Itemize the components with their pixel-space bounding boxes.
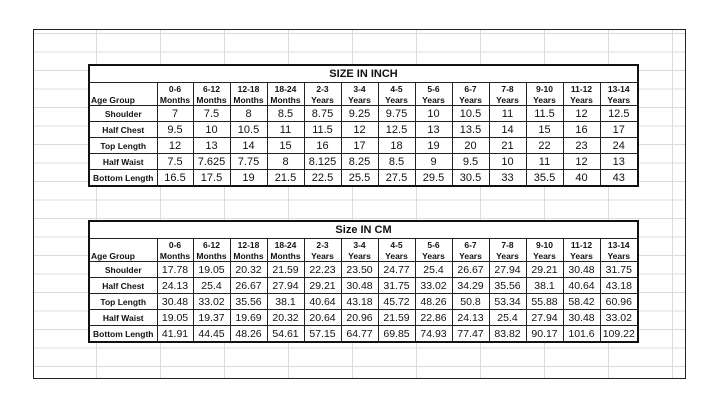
measurement-cell: 9.5: [157, 122, 193, 138]
measurement-cell: 19: [230, 170, 267, 187]
measurement-cell: 53.34: [489, 294, 526, 310]
header-row-bottom: [89, 250, 638, 262]
measurement-cell: 48.26: [415, 294, 452, 310]
measurement-cell: 8.25: [341, 154, 378, 170]
measurement-cell: 35.5: [526, 170, 563, 187]
table-row: [89, 154, 638, 170]
measurement-cell: 9.75: [378, 106, 415, 122]
measurement-cell: 44.45: [193, 326, 230, 343]
age-group-unit: Years: [378, 94, 415, 106]
measurement-cell: 17.5: [193, 170, 230, 187]
measurement-cell: 43: [600, 170, 638, 187]
measurement-cell: 7.5: [193, 106, 230, 122]
measurement-cell: 24.13: [157, 278, 193, 294]
measurement-cell: 23: [563, 138, 600, 154]
measurement-cell: 16.5: [157, 170, 193, 187]
table-row: [89, 138, 638, 154]
measurement-cell: 13: [600, 154, 638, 170]
age-group-unit: Years: [526, 94, 563, 106]
measurement-cell: 19: [415, 138, 452, 154]
measurement-cell: 10.5: [230, 122, 267, 138]
measurement-cell: 17: [600, 122, 638, 138]
measurement-cell: 24: [600, 138, 638, 154]
measurement-cell: 31.75: [378, 278, 415, 294]
measurement-cell: 27.94: [267, 278, 304, 294]
measurement-cell: 12: [341, 122, 378, 138]
measurement-cell: 21.59: [267, 262, 304, 278]
measurement-cell: 20: [452, 138, 489, 154]
table-row: [89, 278, 638, 294]
measurement-cell: 10: [193, 122, 230, 138]
age-group-unit: Months: [157, 94, 193, 106]
size-table-inch: [88, 64, 639, 187]
age-group-range: 2-3: [304, 239, 341, 251]
age-group-range: 6-12: [193, 83, 230, 95]
table-row: [89, 106, 638, 122]
measurement-cell: 19.69: [230, 310, 267, 326]
measurement-cell: 18: [378, 138, 415, 154]
table-title: Size IN CM: [89, 221, 638, 239]
age-group-range: 4-5: [378, 83, 415, 95]
age-group-range: 7-8: [489, 83, 526, 95]
age-group-range: 18-24: [267, 239, 304, 251]
measurement-cell: 9: [415, 154, 452, 170]
measurement-cell: 12: [157, 138, 193, 154]
measurement-cell: 11: [489, 106, 526, 122]
measurement-cell: 30.5: [452, 170, 489, 187]
measurement-cell: 21: [489, 138, 526, 154]
age-group-unit: Years: [452, 94, 489, 106]
measurement-cell: 25.4: [489, 310, 526, 326]
table-row: [89, 122, 638, 138]
table-row: [89, 262, 638, 278]
measurement-cell: 11: [526, 154, 563, 170]
measurement-cell: 8: [267, 154, 304, 170]
measurement-cell: 10: [415, 106, 452, 122]
measurement-cell: 19.05: [193, 262, 230, 278]
age-group-unit: Years: [304, 250, 341, 262]
measurement-cell: 20.32: [230, 262, 267, 278]
measurement-cell: 55.88: [526, 294, 563, 310]
row-label: Half Waist: [89, 154, 157, 170]
measurement-cell: 9.5: [452, 154, 489, 170]
measurement-cell: 29.21: [526, 262, 563, 278]
measurement-cell: 40.64: [563, 278, 600, 294]
age-group-range: 9-10: [526, 83, 563, 95]
measurement-cell: 13: [193, 138, 230, 154]
age-group-range: 12-18: [230, 239, 267, 251]
measurement-cell: 12.5: [378, 122, 415, 138]
measurement-cell: 33.02: [193, 294, 230, 310]
measurement-cell: 24.13: [452, 310, 489, 326]
measurement-cell: 22.5: [304, 170, 341, 187]
age-group-unit: Months: [230, 94, 267, 106]
measurement-cell: 8: [230, 106, 267, 122]
measurement-cell: 24.77: [378, 262, 415, 278]
measurement-cell: 33.02: [415, 278, 452, 294]
age-group-unit: Years: [341, 94, 378, 106]
measurement-cell: 20.64: [304, 310, 341, 326]
age-group-range: 13-14: [600, 83, 638, 95]
measurement-cell: 34.29: [452, 278, 489, 294]
measurement-cell: 16: [304, 138, 341, 154]
age-group-range: 6-7: [452, 83, 489, 95]
age-group-unit: Years: [563, 94, 600, 106]
age-group-unit: Months: [267, 250, 304, 262]
age-group-unit: Years: [600, 250, 638, 262]
measurement-cell: 15: [526, 122, 563, 138]
age-group-range: 3-4: [341, 83, 378, 95]
header-row-top: [89, 239, 638, 251]
corner-cell-blank: [89, 83, 157, 95]
age-group-range: 11-12: [563, 83, 600, 95]
measurement-cell: 8.5: [267, 106, 304, 122]
age-group-unit: Months: [193, 250, 230, 262]
age-group-range: 5-6: [415, 239, 452, 251]
age-group-unit: Months: [193, 94, 230, 106]
age-group-unit: Years: [378, 250, 415, 262]
measurement-cell: 64.77: [341, 326, 378, 343]
measurement-cell: 15: [267, 138, 304, 154]
measurement-cell: 10.5: [452, 106, 489, 122]
age-group-label: Age Group: [89, 94, 157, 106]
measurement-cell: 23.50: [341, 262, 378, 278]
measurement-cell: 43.18: [600, 278, 638, 294]
measurement-cell: 16: [563, 122, 600, 138]
measurement-cell: 8.5: [378, 154, 415, 170]
measurement-cell: 7: [157, 106, 193, 122]
measurement-cell: 7.75: [230, 154, 267, 170]
age-group-unit: Months: [267, 94, 304, 106]
measurement-cell: 58.42: [563, 294, 600, 310]
table-row: [89, 294, 638, 310]
measurement-cell: 43.18: [341, 294, 378, 310]
measurement-cell: 7.625: [193, 154, 230, 170]
measurement-cell: 12: [563, 154, 600, 170]
measurement-cell: 13: [415, 122, 452, 138]
age-group-unit: Years: [304, 94, 341, 106]
age-group-range: 6-7: [452, 239, 489, 251]
table-row: [89, 170, 638, 187]
measurement-cell: 57.15: [304, 326, 341, 343]
measurement-cell: 40: [563, 170, 600, 187]
measurement-cell: 11.5: [526, 106, 563, 122]
measurement-cell: 12: [563, 106, 600, 122]
age-group-range: 3-4: [341, 239, 378, 251]
measurement-cell: 20.32: [267, 310, 304, 326]
row-label: Top Length: [89, 294, 157, 310]
age-group-unit: Years: [341, 250, 378, 262]
measurement-cell: 9.25: [341, 106, 378, 122]
row-label: Half Waist: [89, 310, 157, 326]
age-group-range: 2-3: [304, 83, 341, 95]
measurement-cell: 25.4: [415, 262, 452, 278]
measurement-cell: 33: [489, 170, 526, 187]
measurement-cell: 40.64: [304, 294, 341, 310]
row-label: Shoulder: [89, 262, 157, 278]
table-row: [89, 326, 638, 343]
age-group-range: 5-6: [415, 83, 452, 95]
measurement-cell: 8.125: [304, 154, 341, 170]
measurement-cell: 8.75: [304, 106, 341, 122]
measurement-cell: 26.67: [452, 262, 489, 278]
measurement-cell: 29.21: [304, 278, 341, 294]
age-group-range: 0-6: [157, 83, 193, 95]
measurement-cell: 54.61: [267, 326, 304, 343]
age-group-unit: Years: [415, 250, 452, 262]
age-group-unit: Years: [526, 250, 563, 262]
measurement-cell: 11: [267, 122, 304, 138]
row-label: Half Chest: [89, 278, 157, 294]
measurement-cell: 17.78: [157, 262, 193, 278]
table-title: SIZE IN INCH: [89, 65, 638, 83]
measurement-cell: 14: [230, 138, 267, 154]
measurement-cell: 31.75: [600, 262, 638, 278]
measurement-cell: 90.17: [526, 326, 563, 343]
measurement-cell: 45.72: [378, 294, 415, 310]
measurement-cell: 25.5: [341, 170, 378, 187]
age-group-range: 4-5: [378, 239, 415, 251]
row-label: Half Chest: [89, 122, 157, 138]
measurement-cell: 12.5: [600, 106, 638, 122]
age-group-label: Age Group: [89, 250, 157, 262]
measurement-cell: 77.47: [452, 326, 489, 343]
age-group-unit: Years: [415, 94, 452, 106]
measurement-cell: 21.59: [378, 310, 415, 326]
measurement-cell: 50.8: [452, 294, 489, 310]
measurement-cell: 83.82: [489, 326, 526, 343]
measurement-cell: 19.05: [157, 310, 193, 326]
measurement-cell: 25.4: [193, 278, 230, 294]
measurement-cell: 30.48: [563, 262, 600, 278]
age-group-unit: Months: [230, 250, 267, 262]
measurement-cell: 10: [489, 154, 526, 170]
table-row: [89, 310, 638, 326]
age-group-range: 11-12: [563, 239, 600, 251]
age-group-range: 6-12: [193, 239, 230, 251]
age-group-range: 0-6: [157, 239, 193, 251]
measurement-cell: 30.48: [157, 294, 193, 310]
row-label: Bottom Length: [89, 326, 157, 343]
measurement-cell: 27.94: [526, 310, 563, 326]
header-row-bottom: [89, 94, 638, 106]
measurement-cell: 19.37: [193, 310, 230, 326]
measurement-cell: 60.96: [600, 294, 638, 310]
age-group-range: 18-24: [267, 83, 304, 95]
measurement-cell: 33.02: [600, 310, 638, 326]
measurement-cell: 14: [489, 122, 526, 138]
measurement-cell: 38.1: [267, 294, 304, 310]
measurement-cell: 30.48: [341, 278, 378, 294]
age-group-unit: Years: [489, 94, 526, 106]
age-group-unit: Years: [452, 250, 489, 262]
size-table-cm: [88, 220, 639, 343]
measurement-cell: 20.96: [341, 310, 378, 326]
age-group-unit: Years: [489, 250, 526, 262]
age-group-range: 9-10: [526, 239, 563, 251]
measurement-cell: 35.56: [230, 294, 267, 310]
row-label: Bottom Length: [89, 170, 157, 187]
title-row: [89, 65, 638, 83]
measurement-cell: 13.5: [452, 122, 489, 138]
measurement-cell: 22.86: [415, 310, 452, 326]
measurement-cell: 29.5: [415, 170, 452, 187]
measurement-cell: 11.5: [304, 122, 341, 138]
measurement-cell: 27.5: [378, 170, 415, 187]
measurement-cell: 22.23: [304, 262, 341, 278]
age-group-unit: Years: [563, 250, 600, 262]
age-group-range: 7-8: [489, 239, 526, 251]
age-group-unit: Years: [600, 94, 638, 106]
measurement-cell: 48.26: [230, 326, 267, 343]
measurement-cell: 74.93: [415, 326, 452, 343]
row-label: Shoulder: [89, 106, 157, 122]
row-label: Top Length: [89, 138, 157, 154]
measurement-cell: 7.5: [157, 154, 193, 170]
measurement-cell: 30.48: [563, 310, 600, 326]
header-row-top: [89, 83, 638, 95]
age-group-range: 12-18: [230, 83, 267, 95]
measurement-cell: 26.67: [230, 278, 267, 294]
measurement-cell: 101.6: [563, 326, 600, 343]
title-row: [89, 221, 638, 239]
measurement-cell: 109.22: [600, 326, 638, 343]
measurement-cell: 22: [526, 138, 563, 154]
measurement-cell: 69.85: [378, 326, 415, 343]
measurement-cell: 17: [341, 138, 378, 154]
measurement-cell: 27.94: [489, 262, 526, 278]
corner-cell-blank: [89, 239, 157, 251]
measurement-cell: 41.91: [157, 326, 193, 343]
age-group-range: 13-14: [600, 239, 638, 251]
age-group-unit: Months: [157, 250, 193, 262]
measurement-cell: 35.56: [489, 278, 526, 294]
measurement-cell: 38.1: [526, 278, 563, 294]
measurement-cell: 21.5: [267, 170, 304, 187]
